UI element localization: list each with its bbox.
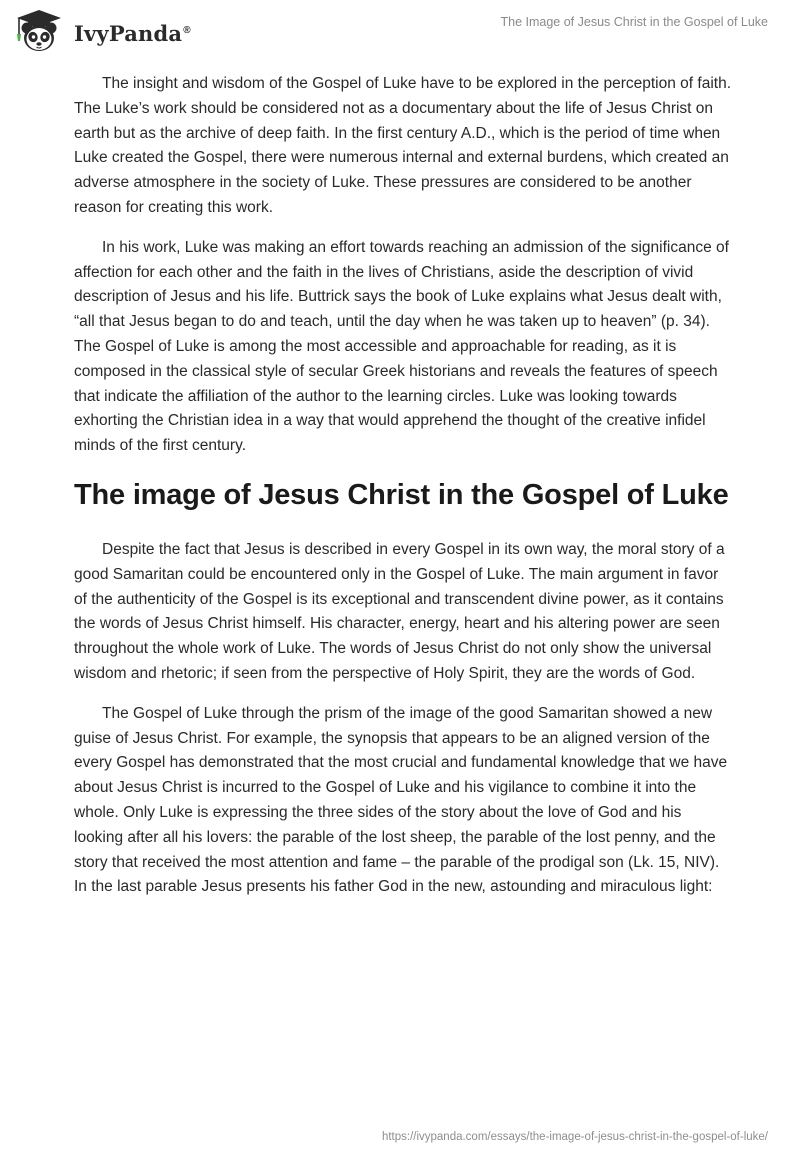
- article-paragraph: The Gospel of Luke through the prism of the image of the good Samaritan showed a new guise of Jesus Christ. For example, the synopsis that appears to be an aligned version of the every Gospel has demonstrated that the most crucial and fundamental knowledge that we have about Jesus Christ is incurred to the Gospel of Luke and his vigilance to combine it into the whole. Only Luke is expressing the three sides of the story about the love of God and his looking after all his lovers: the parable of the lost sheep, the parable of the lost penny, and the story that received the most attention and fame – the parable of the prodigal son (Lk. 15, NIV). In the last parable Jesus presents his father God in the new, astounding and miraculous light:: [74, 704, 728, 896]
- brand-registered-mark: ®: [183, 24, 191, 36]
- article-paragraph: The insight and wisdom of the Gospel of Luke have to be explored in the perception of faith. The Luke’s work should be considered not as a documentary about the life of Jesus Christ on earth but as the archive of deep faith. In the first century A.D., which is the period of time when Luke created the Gospel, there were numerous internal and external burdens, which created an adverse atmosphere in the society of Luke. These pressures are considered to be another reason for creating this work.: [74, 75, 732, 216]
- ivypanda-logo[interactable]: [14, 8, 191, 54]
- section-heading: The image of Jesus Christ in the Gospel of Luke: [74, 478, 729, 511]
- article-body: [74, 72, 734, 915]
- page-header: [0, 0, 800, 56]
- brand-name: [74, 21, 191, 46]
- article-paragraph: In his work, Luke was making an effort towards reaching an admission of the significance of affection for each other and the faith in the lives of Christians, aside the description of vivid description of Jesus and his life. Buttrick says the book of Luke explains what Jesus dealt with, “all that Jesus began to do and teach, until the day when he was taken up to heaven” (p. 34). The Gospel of Luke is among the most accessible and approachable for reading, as it is composed in the classical style of secular Greek historians and reveals the features of speech that indicate the affiliation of the author to the learning circles. Luke was looking towards exhorting the Christian idea in a way that would apprehend the thought of the creative infidel minds of the first century.: [74, 238, 729, 455]
- source-url: https://ivypanda.com/essays/the-image-of-jesus-christ-in-the-gospel-of-luke/: [381, 1131, 768, 1143]
- running-title: The Image of Jesus Christ in the Gospel of Luke: [500, 15, 768, 29]
- article-paragraph: Despite the fact that Jesus is described in every Gospel in its own way, the moral story of a good Samaritan could be encountered only in the Gospel of Luke. The main argument in favor of the authenticity of the Gospel is its exceptional and transcendent divine power, as it contains the words of Jesus Christ himself. His character, energy, heart and his altering power are seen throughout the whole work of Luke. The words of Jesus Christ do not only show the universal wisdom and rhetoric; if seen from the perspective of Holy Spirit, they are the words of God.: [74, 540, 725, 682]
- brand-name-text: IvyPanda: [74, 20, 183, 46]
- panda-graduation-cap-icon: [14, 8, 64, 54]
